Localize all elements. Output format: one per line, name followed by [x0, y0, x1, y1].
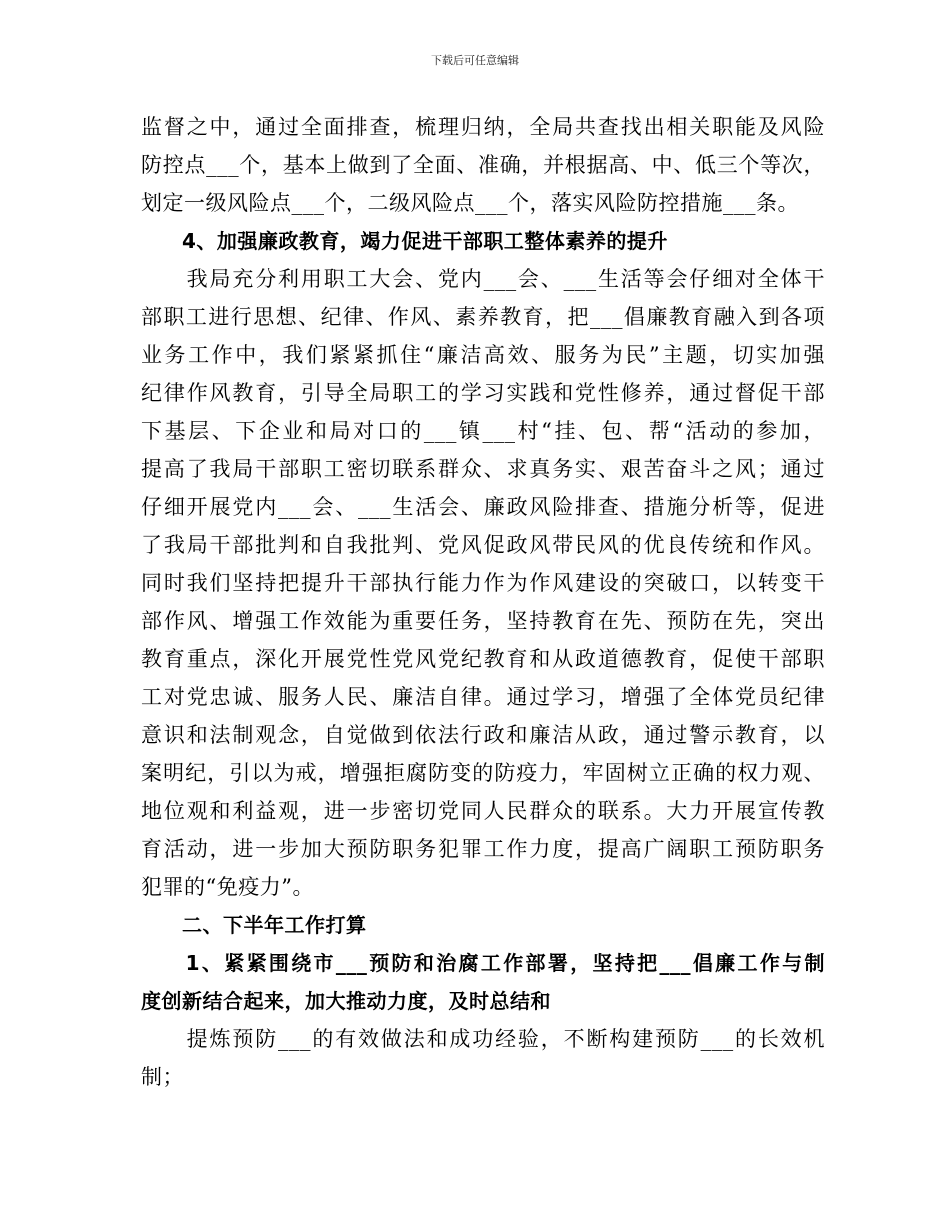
text-line: 制；: [141, 1065, 184, 1089]
text-line: 监督之中，通过全面排查，梳理归纳，全局共查找出相关职能及风险: [141, 115, 825, 139]
text-line: 教育重点，深化开展党性党风党纪教育和从政道德教育，促使干部职: [141, 647, 825, 671]
text-line: 我局充分利用职工大会、党内___会、___生活等会仔细对全体干: [141, 267, 825, 291]
text-line: 意识和法制观念，自觉做到依法行政和廉洁从政，通过警示教育，以: [141, 723, 825, 747]
page-header: 下载后可任意编辑: [431, 54, 519, 67]
text-line: 地位观和利益观，进一步密切党同人民群众的联系。大力开展宣传教: [141, 799, 825, 823]
text-line: 工对党忠诚、服务人民、廉洁自律。通过学习，增强了全体党员纪律: [141, 685, 825, 709]
text-line: 纪律作风教育，引导全局职工的学习实践和党性修养，通过督促干部: [141, 381, 825, 405]
subsection-heading: 1、紧紧围绕市___预防和治腐工作部署，坚持把___倡廉工作与制: [141, 951, 825, 975]
text-line: 犯罪的“免疫力”。: [141, 875, 314, 899]
text-line: 划定一级风险点___个，二级风险点___个，落实风险防控措施___条。: [141, 191, 799, 215]
text-line: 防控点___个，基本上做到了全面、准确，并根据高、中、低三个等次，: [141, 153, 825, 177]
text-line: 仔细开展党内___会、___生活会、廉政风险排查、措施分析等，促进: [141, 495, 825, 519]
subsection-heading: 度创新结合起来，加大推动力度，及时总结和: [141, 989, 551, 1013]
section-heading: 二、下半年工作打算: [141, 913, 367, 937]
text-line: 部职工进行思想、纪律、作风、素养教育，把___倡廉教育融入到各项: [141, 305, 825, 329]
section-heading: 4、加强廉政教育，竭力促进干部职工整体素养的提升: [141, 229, 668, 253]
document-body: [141, 108, 825, 1096]
text-line: 提炼预防___的有效做法和成功经验，不断构建预防___的长效机: [141, 1027, 825, 1051]
text-line: 育活动，进一步加大预防职务犯罪工作力度，提高广阔职工预防职务: [141, 837, 825, 861]
text-line: 同时我们坚持把提升干部执行能力作为作风建设的突破口，以转变干: [141, 571, 825, 595]
text-line: 了我局干部批判和自我批判、党风促政风带民风的优良传统和作风。: [141, 533, 825, 557]
text-line: 下基层、下企业和局对口的___镇___村“挂、包、帮“活动的参加，: [141, 419, 825, 443]
text-line: 案明纪，引以为戒，增强拒腐防变的防疫力，牢固树立正确的权力观、: [141, 761, 825, 785]
text-line: 部作风、增强工作效能为重要任务，坚持教育在先、预防在先，突出: [141, 609, 825, 633]
text-line: 提高了我局干部职工密切联系群众、求真务实、艰苦奋斗之风；通过: [141, 457, 825, 481]
text-line: 业务工作中，我们紧紧抓住“廉洁高效、服务为民”主题，切实加强: [141, 343, 825, 367]
